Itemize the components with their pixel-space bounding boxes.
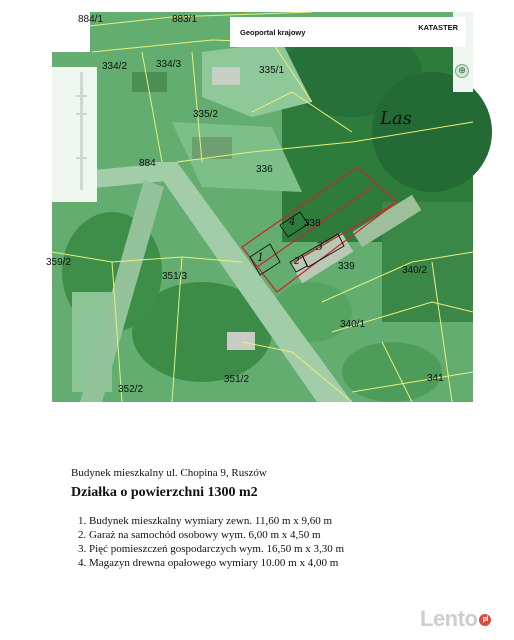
map-header — [230, 17, 466, 47]
plot-label: 338 — [304, 218, 321, 229]
plot-label: 351/2 — [224, 374, 250, 385]
plot-label: 351/3 — [162, 271, 188, 282]
list-item: 4. Magazyn drewna opałowego wymiary 10.00 m x 4,00 m — [89, 556, 344, 570]
plot-label: 334/2 — [102, 61, 128, 72]
watermark — [420, 606, 491, 632]
forest-label: Las — [380, 108, 412, 129]
list-item: 1. Budynek mieszkalny wymiary zewn. 11,60 m x 9,60 m — [89, 514, 344, 528]
building-number: 3 — [316, 240, 323, 253]
plot-label: 883/1 — [172, 14, 198, 25]
address: Budynek mieszkalny ul. Chopina 9, Ruszów — [71, 467, 267, 479]
plot-label: 359/2 — [46, 257, 72, 268]
plot-label: 340/1 — [340, 319, 366, 330]
plot-label: 884/1 — [78, 14, 104, 25]
plot-label: 341 — [427, 373, 444, 384]
header-title: Geoportal krajowy — [240, 28, 306, 37]
plot-label: 335/2 — [193, 109, 219, 120]
cadastral-map[interactable] — [46, 12, 473, 402]
plot-area: Działka o powierzchni 1300 m2 — [71, 485, 258, 500]
building-number: 4 — [289, 217, 296, 228]
zoom-slider[interactable] — [52, 67, 97, 202]
list-item: 3. Pięć pomieszczeń gospodarczych wym. 16,50 m x 3,30 m — [89, 542, 344, 556]
plot-label: 335/1 — [259, 65, 285, 76]
zoom-icon[interactable]: ⊕ — [455, 64, 469, 78]
list-item: 2. Garaż na samochód osobowy wym. 6,00 m x 4,50 m — [89, 528, 344, 542]
building-number: 1 — [257, 251, 264, 264]
building-number: 2 — [294, 257, 300, 267]
building-list — [71, 514, 344, 570]
plot-label: 352/2 — [118, 384, 144, 395]
watermark-brand: Lento — [420, 606, 478, 631]
header-badge: KATASTER — [418, 23, 458, 32]
plot-label: 334/3 — [156, 59, 182, 70]
plot-label: 339 — [338, 261, 355, 272]
plot-label: 336 — [256, 164, 273, 175]
watermark-badge: pl — [479, 614, 491, 626]
road-label: 884 — [139, 158, 156, 169]
plot-label: 340/2 — [402, 265, 428, 276]
